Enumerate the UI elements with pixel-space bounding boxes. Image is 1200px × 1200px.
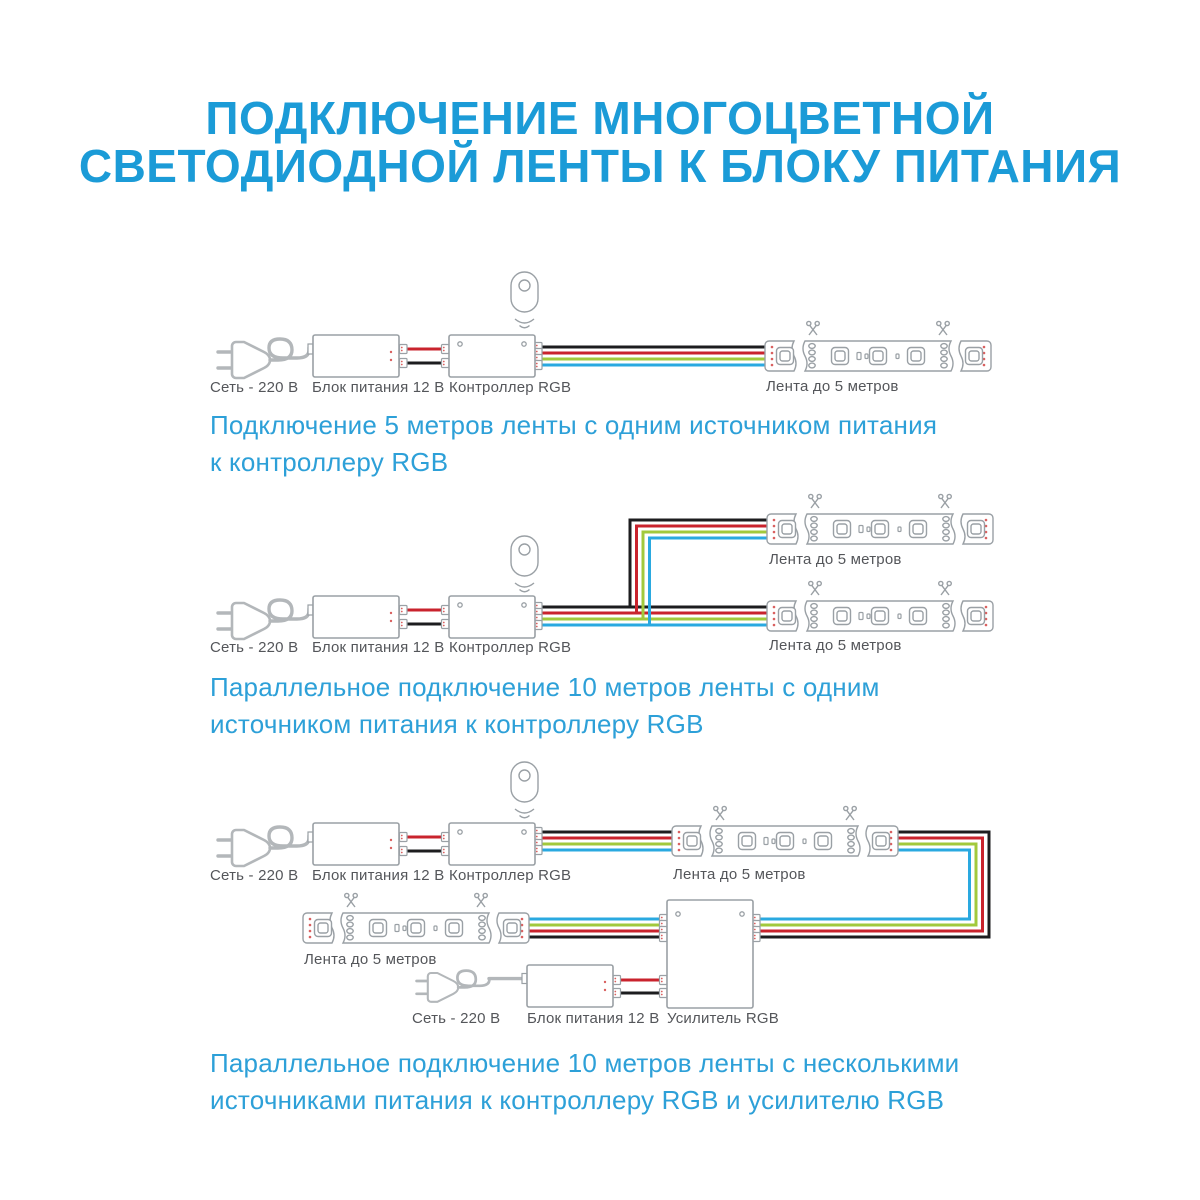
power-plug-icon bbox=[218, 827, 312, 866]
psu-box bbox=[313, 823, 399, 865]
caption-3-line-1: Параллельное подключение 10 метров ленты с несколькими bbox=[210, 1048, 960, 1078]
terminal-stub bbox=[442, 833, 450, 842]
label-mains: Сеть - 220 В bbox=[210, 867, 299, 884]
label-strip: Лента до 5 метров bbox=[673, 866, 806, 883]
terminal-stub bbox=[400, 833, 408, 842]
label-psu: Блок питания 12 В bbox=[312, 867, 445, 884]
label-mains: Сеть - 220 В bbox=[210, 639, 299, 656]
led-strip bbox=[303, 893, 529, 943]
label-controller: Контроллер RGB bbox=[449, 867, 572, 884]
terminal-stub bbox=[660, 989, 668, 998]
label-psu: Блок питания 12 В bbox=[312, 639, 445, 656]
diagram-1 bbox=[210, 272, 991, 396]
label-strip: Лента до 5 метров bbox=[304, 951, 437, 968]
label-psu: Блок питания 12 В bbox=[312, 379, 445, 396]
terminal-stub bbox=[660, 976, 668, 985]
power-plug-icon bbox=[218, 339, 312, 378]
amplifier-box bbox=[667, 900, 753, 1008]
terminal-stub bbox=[400, 359, 408, 368]
terminal-stub bbox=[442, 606, 450, 615]
diagram-3 bbox=[210, 762, 989, 1027]
label-strip: Лента до 5 метров bbox=[766, 378, 899, 395]
terminal-stub bbox=[613, 976, 621, 985]
remote-control-icon bbox=[511, 272, 538, 328]
led-strip bbox=[767, 494, 993, 544]
remote-control-icon bbox=[511, 762, 538, 818]
caption-2-line-2: источником питания к контроллеру RGB bbox=[210, 709, 704, 739]
title-line-1: ПОДКЛЮЧЕНИЕ МНОГОЦВЕТНОЙ bbox=[205, 92, 995, 144]
caption-diagram-3 bbox=[210, 1045, 959, 1119]
controller-box bbox=[449, 335, 535, 377]
caption-diagram-2 bbox=[210, 669, 880, 743]
power-plug-icon bbox=[218, 600, 312, 639]
terminal-stub bbox=[613, 989, 621, 998]
psu-box bbox=[313, 335, 399, 377]
terminal-stub bbox=[442, 847, 450, 856]
label-strip: Лента до 5 метров bbox=[769, 551, 902, 568]
caption-2-line-1: Параллельное подключение 10 метров ленты с одним bbox=[210, 672, 880, 702]
label-controller: Контроллер RGB bbox=[449, 639, 572, 656]
label-psu: Блок питания 12 В bbox=[527, 1010, 660, 1027]
caption-diagram-1 bbox=[210, 407, 937, 481]
terminal-stub bbox=[442, 359, 450, 368]
diagram-2 bbox=[210, 494, 993, 656]
terminal-stub bbox=[400, 847, 408, 856]
terminal-stub bbox=[400, 345, 408, 354]
led-strip bbox=[672, 806, 898, 856]
led-strip bbox=[767, 581, 993, 631]
label-mains: Сеть - 220 В bbox=[210, 379, 299, 396]
caption-1-line-2: к контроллеру RGB bbox=[210, 447, 449, 477]
terminal-stub bbox=[400, 620, 408, 629]
label-strip: Лента до 5 метров bbox=[769, 637, 902, 654]
remote-control-icon bbox=[511, 536, 538, 592]
caption-1-line-1: Подключение 5 метров ленты с одним источником питания bbox=[210, 410, 938, 440]
label-mains: Сеть - 220 В bbox=[412, 1010, 501, 1027]
controller-box bbox=[449, 596, 535, 638]
label-controller: Контроллер RGB bbox=[449, 379, 572, 396]
power-plug-icon bbox=[417, 971, 492, 1002]
title-line-2: СВЕТОДИОДНОЙ ЛЕНТЫ К БЛОКУ ПИТАНИЯ bbox=[78, 140, 1122, 192]
psu-box bbox=[527, 965, 613, 1007]
terminal-stub bbox=[660, 933, 668, 942]
terminal-stub bbox=[442, 620, 450, 629]
label-amplifier: Усилитель RGB bbox=[667, 1010, 779, 1027]
terminal-stub bbox=[442, 345, 450, 354]
psu-box bbox=[313, 596, 399, 638]
caption-3-line-2: источниками питания к контроллеру RGB и усилителю RGB bbox=[210, 1085, 945, 1115]
terminal-stub bbox=[400, 606, 408, 615]
led-strip bbox=[765, 321, 991, 371]
controller-box bbox=[449, 823, 535, 865]
